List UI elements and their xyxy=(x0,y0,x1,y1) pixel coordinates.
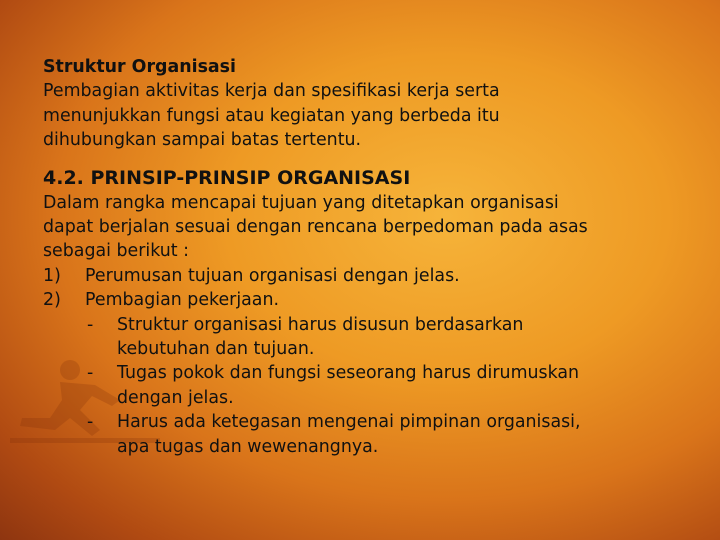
sub-item xyxy=(85,410,693,459)
sub-item-line: Harus ada ketegasan mengenai pimpinan organisasi, xyxy=(117,412,581,433)
item-text: Perumusan tujuan organisasi dengan jelas. xyxy=(85,265,460,286)
numbered-item xyxy=(43,288,693,312)
section-text-line: Pembagian aktivitas kerja dan spesifikasi kerja serta xyxy=(43,81,500,102)
intro-line: sebagai berikut : xyxy=(43,241,189,262)
sub-item-line: dengan jelas. xyxy=(117,387,234,408)
item-number: 2) xyxy=(43,290,61,311)
item-text: Pembagian pekerjaan. xyxy=(85,290,280,311)
section-title: Struktur Organisasi xyxy=(43,57,236,77)
sub-item-line: Tugas pokok dan fungsi seseorang harus dirumuskan xyxy=(117,363,580,384)
section-text-line: menunjukkan fungsi atau kegiatan yang berbeda itu xyxy=(43,105,500,126)
sub-item-dash: - xyxy=(87,363,94,384)
section-text-line: dihubungkan sampai batas tertentu. xyxy=(43,130,362,151)
intro-line: Dalam rangka mencapai tujuan yang ditetapkan organisasi xyxy=(43,192,559,213)
slide-content xyxy=(43,55,693,459)
section-heading: 4.2. PRINSIP-PRINSIP ORGANISASI xyxy=(43,166,411,189)
sub-item xyxy=(85,361,693,410)
item-number: 1) xyxy=(43,265,61,286)
numbered-item xyxy=(43,264,693,288)
sub-item-line: kebutuhan dan tujuan. xyxy=(117,339,315,360)
sub-item-dash: - xyxy=(87,412,94,433)
sub-item-line: Struktur organisasi harus disusun berdasarkan xyxy=(117,314,524,335)
sub-item xyxy=(85,313,693,362)
sub-item-line: apa tugas dan wewenangnya. xyxy=(117,436,379,457)
sub-item-dash: - xyxy=(87,314,94,335)
intro-line: dapat berjalan sesuai dengan rencana berpedoman pada asas xyxy=(43,217,588,238)
